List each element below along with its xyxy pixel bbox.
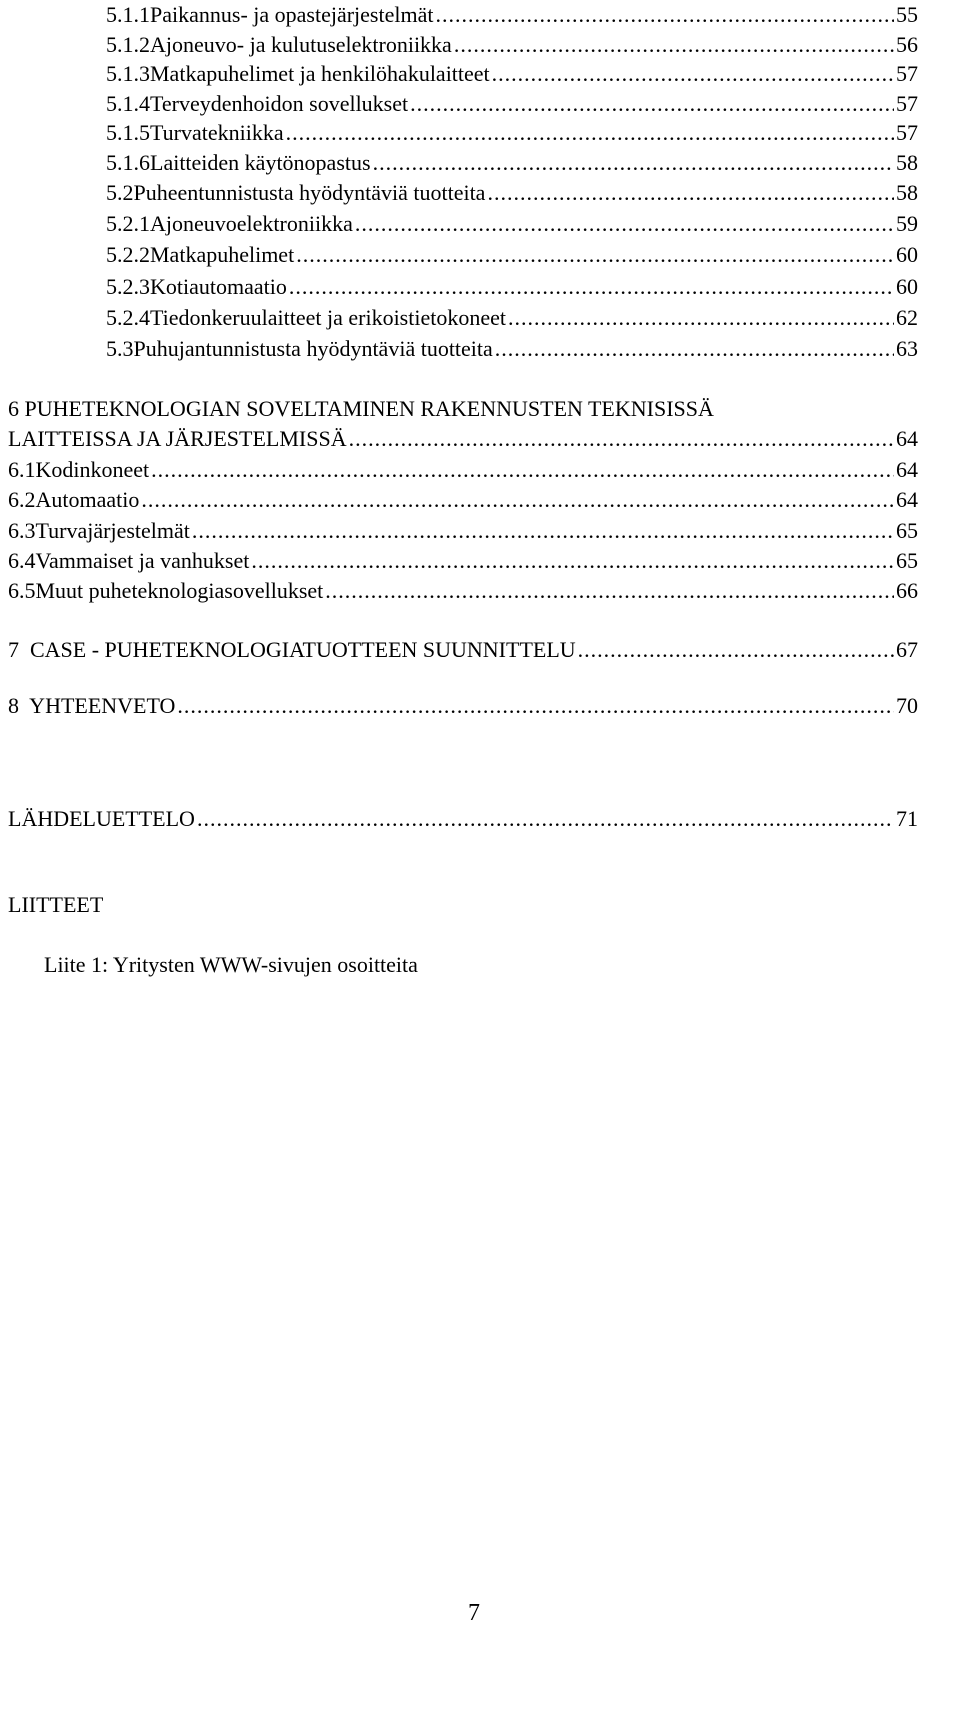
toc-entry-page: 64 [896,487,918,512]
toc-entry-number: 5.3 [106,336,134,361]
toc-entry-page: 67 [896,637,918,662]
toc-entry-5-3[interactable] [106,336,918,366]
toc-appendix-1[interactable]: Liite 1: Yritysten WWW-sivujen osoitteita [44,952,418,977]
toc-entry-title: Turvajärjestelmät [35,518,190,543]
toc-entry-page: 66 [896,578,918,603]
toc-entry-page: 60 [896,242,918,267]
toc-entry-page: 65 [896,548,918,573]
toc-dot-leader [578,637,894,663]
toc-entry-page: 64 [896,426,918,451]
toc-dot-leader [296,242,894,268]
toc-dot-leader [487,180,894,206]
toc-entry-5-1-3[interactable] [106,61,918,91]
toc-entry-5-1-6[interactable] [106,150,918,180]
toc-dot-leader [177,693,894,719]
toc-entry-number: 5.2.2 [106,242,150,267]
toc-entry-number: 5.1.2 [106,32,150,57]
toc-entry-number: 5.1.4 [106,91,150,116]
toc-dot-leader [325,578,894,604]
toc-entry-number: 5.1.1 [106,2,150,27]
toc-entry-title: 7 CASE - PUHETEKNOLOGIATUOTTEEN SUUNNITTELU [8,637,576,662]
toc-entry-6-3[interactable] [8,518,918,548]
toc-dot-leader [508,305,894,331]
toc-entry-number: 5.2.1 [106,211,150,236]
toc-dot-leader [349,426,894,452]
toc-entry-title: 8 YHTEENVETO [8,693,176,718]
toc-entry-title: Turvatekniikka [150,120,284,145]
toc-entry-page: 57 [896,91,918,116]
toc-entry-title: Tiedonkeruulaitteet ja erikoistietokoneet [150,305,506,330]
toc-dot-leader [492,61,894,87]
toc-entry-5-1-4[interactable] [106,91,918,121]
toc-entry-5-2-1[interactable] [106,211,918,241]
toc-entry-number: 5.1.6 [106,150,150,175]
toc-entry-page: 56 [896,32,918,57]
toc-entry-title: Vammaiset ja vanhukset [35,548,250,573]
toc-entry-page: 70 [896,693,918,718]
toc-entry-number: 6.1 [8,457,36,482]
toc-entry-5-2-4[interactable] [106,305,918,335]
toc-dot-leader [251,548,894,574]
toc-entry-page: 58 [896,150,918,175]
toc-entry-page: 65 [896,518,918,543]
toc-entry-title: LAITTEISSA JA JÄRJESTELMISSÄ [8,426,347,451]
toc-entry-title: Kotiautomaatio [150,274,287,299]
toc-entry-number: 5.2 [106,180,134,205]
toc-entry-6-2[interactable] [8,487,918,517]
toc-chapter-6-heading[interactable]: 6 PUHETEKNOLOGIAN SOVELTAMINEN RAKENNUSTEN TEKNISISSÄ [8,396,714,421]
toc-entry-page: 64 [896,457,918,482]
toc-entry-page: 62 [896,305,918,330]
toc-chapter-8[interactable] [8,693,918,723]
toc-dot-leader [495,336,894,362]
toc-dot-leader [141,487,894,513]
toc-entry-page: 57 [896,120,918,145]
toc-entry-title: Ajoneuvo- ja kulutuselektroniikka [150,32,452,57]
toc-entry-5-2[interactable] [106,180,918,210]
toc-dot-leader [355,211,894,237]
toc-entry-title: LÄHDELUETTELO [8,806,195,831]
toc-dot-leader [289,274,894,300]
toc-entry-5-2-2[interactable] [106,242,918,272]
toc-entry-number: 6.5 [8,578,36,603]
toc-entry-page: 71 [896,806,918,831]
toc-entry-page: 55 [896,2,918,27]
toc-entry-5-1-1[interactable] [106,2,918,32]
toc-chapter-7[interactable] [8,637,918,667]
toc-entry-page: 59 [896,211,918,236]
toc-dot-leader [286,120,894,146]
toc-entry-title: Terveydenhoidon sovellukset [150,91,409,116]
toc-entry-6-4[interactable] [8,548,918,578]
toc-entry-page: 57 [896,61,918,86]
toc-entry-5-1-2[interactable] [106,32,918,62]
toc-entry-title: Matkapuhelimet [150,242,295,267]
toc-entry-number: 5.2.3 [106,274,150,299]
page-number: 7 [468,1600,480,1626]
toc-chapter-6-continuation[interactable] [8,426,918,456]
toc-dot-leader [454,32,894,58]
toc-entry-title: Ajoneuvoelektroniikka [150,211,353,236]
toc-entry-6-1[interactable] [8,457,918,487]
toc-entry-title: Kodinkoneet [35,457,150,482]
toc-entry-number: 6.4 [8,548,36,573]
toc-entry-title: Puheentunnistusta hyödyntäviä tuotteita [133,180,486,205]
toc-entry-title: Laitteiden käytönopastus [150,150,371,175]
toc-dot-leader [151,457,894,483]
toc-entry-number: 5.2.4 [106,305,150,330]
toc-entry-number: 6.3 [8,518,36,543]
toc-dot-leader [435,2,894,28]
toc-dot-leader [197,806,894,832]
toc-entry-title: Muut puheteknologiasovellukset [35,578,324,603]
toc-dot-leader [373,150,894,176]
toc-entry-title: Paikannus- ja opastejärjestelmät [150,2,434,27]
toc-dot-leader [410,91,894,117]
toc-entry-number: 6.2 [8,487,36,512]
toc-entry-6-5[interactable] [8,578,918,608]
toc-appendices-heading: LIITTEET [8,892,104,917]
toc-entry-5-1-5[interactable] [106,120,918,150]
toc-entry-title: Automaatio [35,487,140,512]
toc-entry-page: 63 [896,336,918,361]
toc-entry-number: 5.1.5 [106,120,150,145]
toc-entry-title: Matkapuhelimet ja henkilöhakulaitteet [150,61,490,86]
toc-entry-page: 58 [896,180,918,205]
toc-references[interactable] [8,806,918,836]
toc-entry-5-2-3[interactable] [106,274,918,304]
toc-entry-page: 60 [896,274,918,299]
toc-dot-leader [192,518,894,544]
toc-entry-number: 5.1.3 [106,61,150,86]
toc-entry-title: Puhujantunnistusta hyödyntäviä tuotteita [133,336,493,361]
